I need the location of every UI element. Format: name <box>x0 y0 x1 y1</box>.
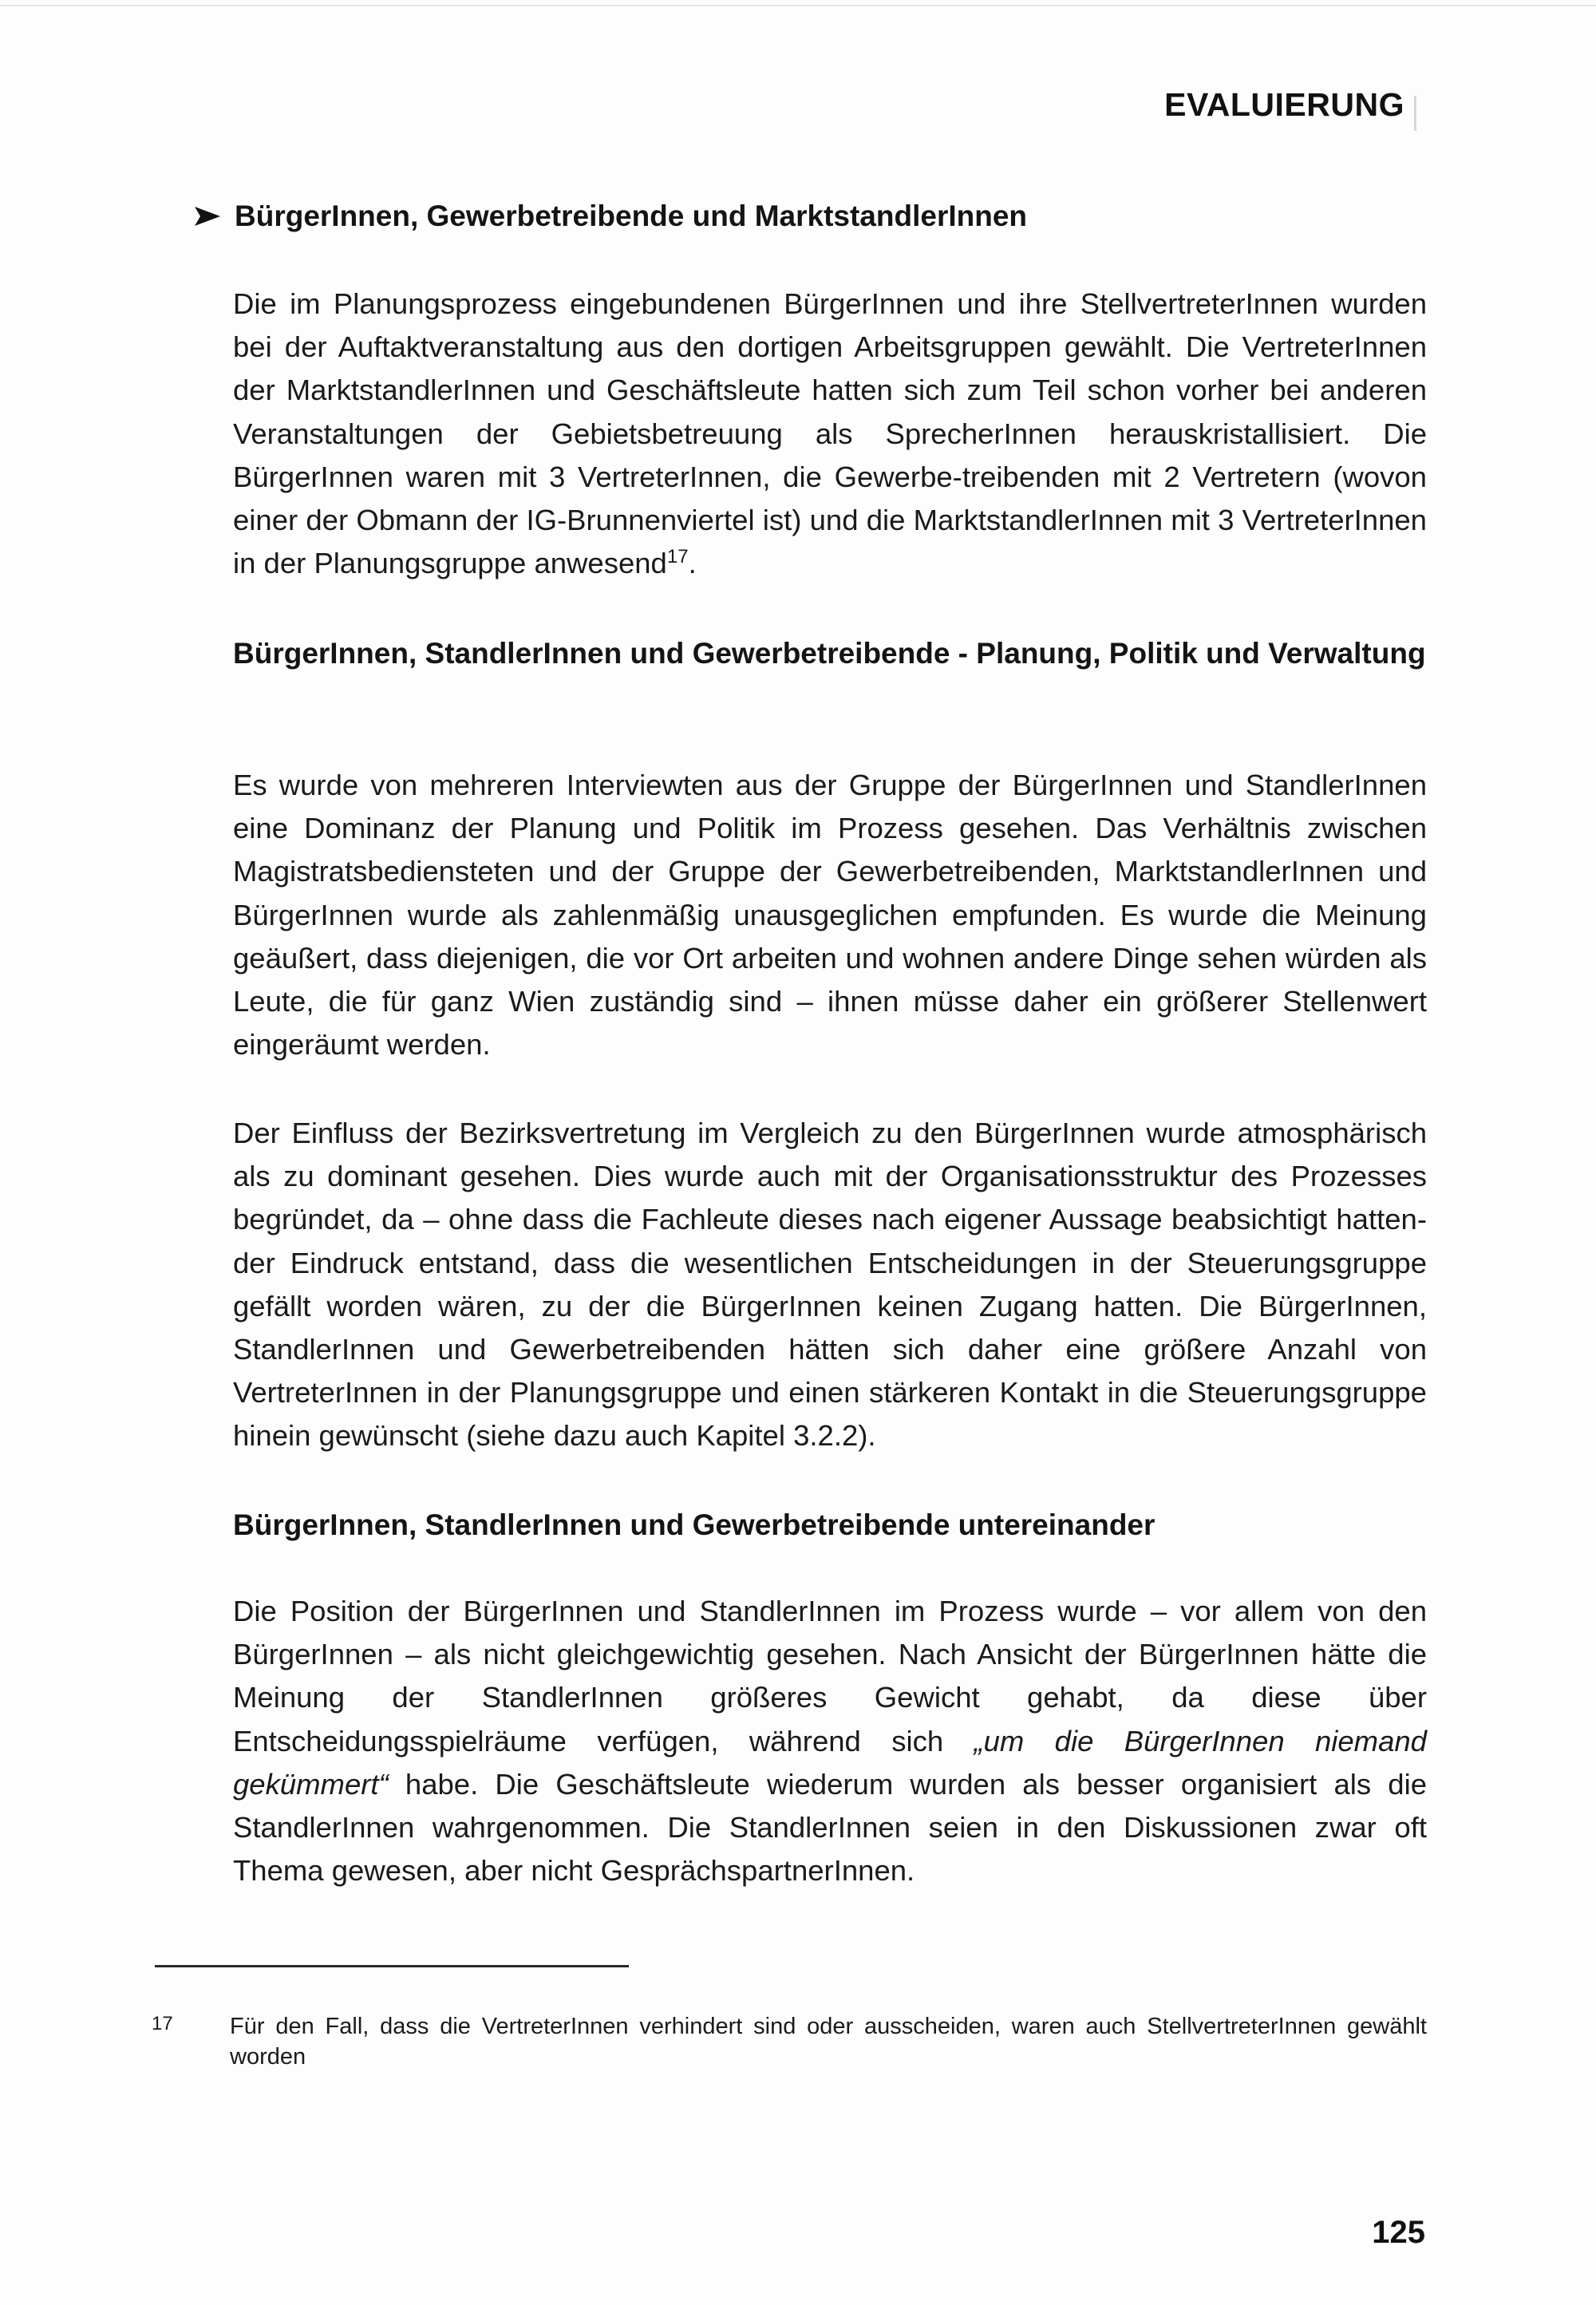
subsection1-paragraph1-block <box>233 764 1427 1066</box>
section-heading-text: BürgerInnen, Gewerbetreibende und MarktstandlerInnen <box>235 200 1028 232</box>
subsection2-heading-block <box>233 1504 1427 1547</box>
subsection2-paragraph-block <box>233 1590 1427 1892</box>
subsection2-paragraph <box>233 1590 1427 1892</box>
top-edge-rule <box>0 5 1596 6</box>
footnote-text: Für den Fall, dass die VertreterInnen verhindert sind oder ausscheiden, waren auch StellvertreterInnen gewählt worden <box>230 2014 1427 2070</box>
subsection2-paragraph-part2: habe. Die Geschäftsleute wiederum wurden als besser organisiert als die StandlerInnen wahrgenommen. Die StandlerInnen seien in den Diskussionen zwar oft Thema gewesen, aber nicht GesprächspartnerInnen. <box>233 1767 1427 1888</box>
header-margin-mark <box>1414 96 1416 131</box>
subsection2-quote: „um die BürgerInnen niemand gekümmert“ <box>233 1724 1427 1801</box>
arrow-bullet-icon <box>195 207 220 226</box>
intro-paragraph <box>233 283 1427 585</box>
section-heading <box>195 200 1027 233</box>
intro-paragraph-block <box>233 283 1427 585</box>
page-number: 125 <box>1372 2215 1425 2250</box>
footnote-reference[interactable]: 17 <box>666 546 689 568</box>
subsection1-paragraph2-block <box>233 1112 1427 1458</box>
intro-paragraph-text: Die im Planungsprozess eingebundenen BürgerInnen und ihre StellvertreterInnen wurden bei der Auftaktveranstaltung aus den dortigen Arbeitsgruppen gewählt. Die VertreterInnen der MarktstandlerInnen und Geschäftsleute hatten sich zum Teil schon vorher bei anderen Veranstaltungen der Gebietsbetreuung als SprecherInnen herauskristallisiert. Die BürgerInnen waren mit 3 VertreterInnen, die Gewerbe-treibenden mit 2 Vertretern (wovon einer der Obmann der IG-Brunnenviertel ist) und die MarktstandlerInnen mit 3 VertreterInnen in der Planungsgruppe anwesend <box>233 287 1427 580</box>
intro-paragraph-end: . <box>688 547 697 580</box>
subsection1-paragraph2: Der Einfluss der Bezirksvertretung im Vergleich zu den BürgerInnen wurde atmosphärisch als zu dominant gesehen. Dies wurde auch mit der Organisationsstruktur des Prozesses begründet, da – ohne dass die Fachleute dieses nach eigener Aussage beabsichtigt hatten- der Eindruck entstand, dass die wesentlichen Entscheidungen in der Steuerungsgruppe gefällt worden wären, zu der die BürgerInnen keinen Zugang hatten. Die BürgerInnen, StandlerInnen und Gewerbetreibenden hätten sich daher eine größere Anzahl von VertreterInnen in der Planungsgruppe und einen stärkeren Kontakt in die Steuerungsgruppe hinein gewünscht (siehe dazu auch Kapitel 3.2.2). <box>233 1117 1427 1453</box>
footnote-divider <box>155 1965 629 1967</box>
subsection2-heading: BürgerInnen, StandlerInnen und Gewerbetreibende untereinander <box>233 1508 1156 1541</box>
footnote-number: 17 <box>152 2013 173 2034</box>
subsection1-heading: BürgerInnen, StandlerInnen und Gewerbetreibende - Planung, Politik und Verwaltung <box>233 637 1426 670</box>
subsection1-paragraph1: Es wurde von mehreren Interviewten aus der Gruppe der BürgerInnen und StandlerInnen eine Dominanz der Planung und Politik im Prozess gesehen. Das Verhältnis zwischen Magistratsbediensteten und der Gruppe der Gewerbetreibenden, MarktstandlerInnen und BürgerInnen wurde als zahlenmäßig unausgeglichen empfunden. Es wurde die Meinung geäußert, dass diejenigen, die vor Ort arbeiten und wohnen andere Dinge sehen würden als Leute, die für ganz Wien zuständig sind – ihnen müsse daher ein größerer Stellenwert eingeräumt werden. <box>233 769 1427 1062</box>
running-header: EVALUIERUNG <box>1164 86 1404 123</box>
subsection2-paragraph-part1: Die Position der BürgerInnen und StandlerInnen im Prozess wurde – vor allem von den BürgerInnen – als nicht gleichgewichtig gesehen. Nach Ansicht der BürgerInnen hätte die Meinung der StandlerInnen größeres Gewicht gehabt, da diese über Entscheidungsspielräume verfügen, während sich <box>233 1595 1427 1757</box>
subsection1-heading-block <box>233 632 1427 675</box>
